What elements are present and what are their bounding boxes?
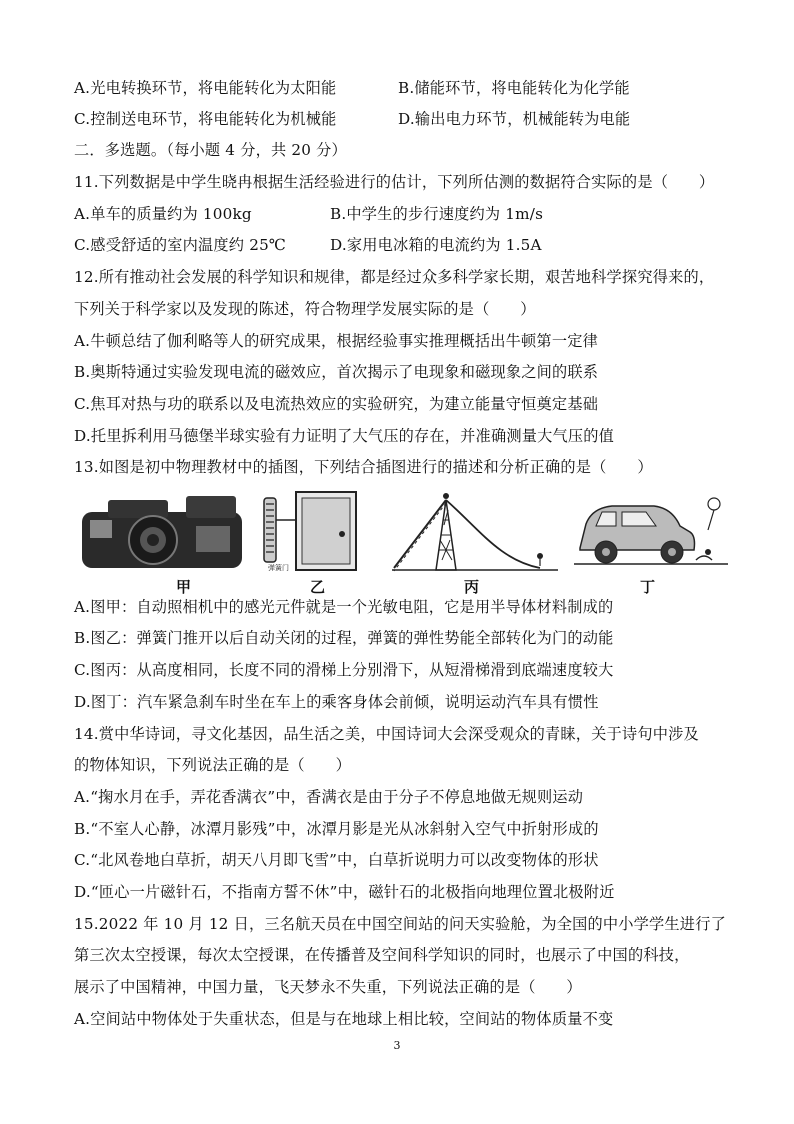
q11-option-d: D.家用电冰箱的电流约为 1.5A: [330, 236, 542, 254]
figure-label-jia: 甲: [176, 578, 192, 596]
q14-stem-line1: 14.赏中华诗词，寻文化基因，品生活之美，中国诗词大会深受观众的青睐，关于诗句中涉及: [74, 725, 699, 743]
q10-option-b: B.储能环节，将电能转化为化学能: [398, 79, 630, 97]
q15-stem-line2: 第三次太空授课，每次太空授课，在传播普及空间科学知识的同时，也展示了中国的科技，: [74, 946, 690, 964]
q12-stem-line2: 下列关于科学家以及发现的陈述，符合物理学发展实际的是（ ）: [74, 300, 536, 318]
figure-label-yi: 乙: [310, 578, 326, 596]
section-title: 二．多选题。（每小题 4 分，共 20 分）: [74, 141, 347, 159]
q14-option-c: C.“北风卷地白草折，胡天八月即飞雪”中，白草折说明力可以改变物体的形状: [74, 851, 599, 869]
q12-option-b: B.奥斯特通过实验发现电流的磁效应，首次揭示了电现象和磁现象之间的联系: [74, 363, 599, 381]
page-number: 3: [393, 1039, 401, 1052]
q10-option-d: D.输出电力环节，机械能转为电能: [398, 110, 631, 128]
q12-option-c: C.焦耳对热与功的联系以及电流热效应的实验研究，为建立能量守恒奠定基础: [74, 395, 599, 413]
q15-option-a: A.空间站中物体处于失重状态，但是与在地球上相比较，空间站的物体质量不变: [74, 1010, 614, 1028]
q15-stem-line3: 展示了中国精神，中国力量，飞天梦永不失重，下列说法正确的是（ ）: [74, 978, 582, 996]
q12-option-a: A.牛顿总结了伽利略等人的研究成果，根据经验事实推理概括出牛顿第一定律: [74, 332, 598, 350]
q10-option-c: C.控制送电环节，将电能转化为机械能: [74, 110, 337, 128]
q10-option-a: A.光电转换环节，将电能转化为太阳能: [74, 79, 337, 97]
q15-stem-line1: 15.2022 年 10 月 12 日，三名航天员在中国空间站的问天实验舱，为全国的中小学学生进行了: [74, 915, 726, 933]
q13-option-b: B.图乙：弹簧门推开以后自动关闭的过程，弹簧的弹性势能全部转化为门的动能: [74, 629, 614, 647]
q13-option-c: C.图丙：从高度相同，长度不同的滑梯上分别滑下，从短滑梯滑到底端速度较大: [74, 661, 614, 679]
figure-label-bing: 丙: [464, 578, 480, 596]
q11-option-c: C.感受舒适的室内温度约 25℃: [74, 236, 287, 254]
q13-stem: 13.如图是初中物理教材中的插图，下列结合插图进行的描述和分析正确的是（ ）: [74, 458, 653, 476]
q12-option-d: D.托里拆利用马德堡半球实验有力证明了大气压的存在，并准确测量大气压的值: [74, 427, 615, 445]
q14-stem-line2: 的物体知识，下列说法正确的是（ ）: [74, 756, 351, 774]
q13-figures: [72, 490, 732, 596]
figure-small-text: 弹簧门: [268, 564, 289, 572]
camera-figure: [78, 490, 248, 574]
q14-option-b: B.“不室人心静，冰潭月影残”中，冰潭月影是光从冰斜射入空气中折射形成的: [74, 820, 599, 838]
q14-option-d: D.“匝心一片磁针石，不指南方誓不休”中，磁针石的北极指向地理位置北极附近: [74, 883, 615, 901]
slide-figure: [390, 490, 560, 574]
q13-option-d: D.图丁：汽车紧急刹车时坐在车上的乘客身体会前倾，说明运动汽车具有惯性: [74, 693, 599, 711]
q11-option-b: B.中学生的步行速度约为 1m/s: [330, 205, 544, 223]
spring-door-figure: [258, 490, 368, 574]
q13-option-a: A.图甲：自动照相机中的感光元件就是一个光敏电阻，它是用半导体材料制成的: [74, 598, 614, 616]
figure-label-ding: 丁: [640, 578, 656, 596]
q14-option-a: A.“掬水月在手，弄花香满衣”中，香满衣是由于分子不停息地做无规则运动: [74, 788, 584, 806]
q12-stem-line1: 12.所有推动社会发展的科学知识和规律，都是经过众多科学家长期，艰苦地科学探究得来的，: [74, 268, 715, 286]
car-figure: [572, 490, 732, 574]
q11-option-a: A.单车的质量约为 100kg: [74, 205, 252, 223]
q11-stem: 11.下列数据是中学生晓冉根据生活经验进行的估计，下列所估测的数据符合实际的是（ ）: [74, 173, 715, 191]
